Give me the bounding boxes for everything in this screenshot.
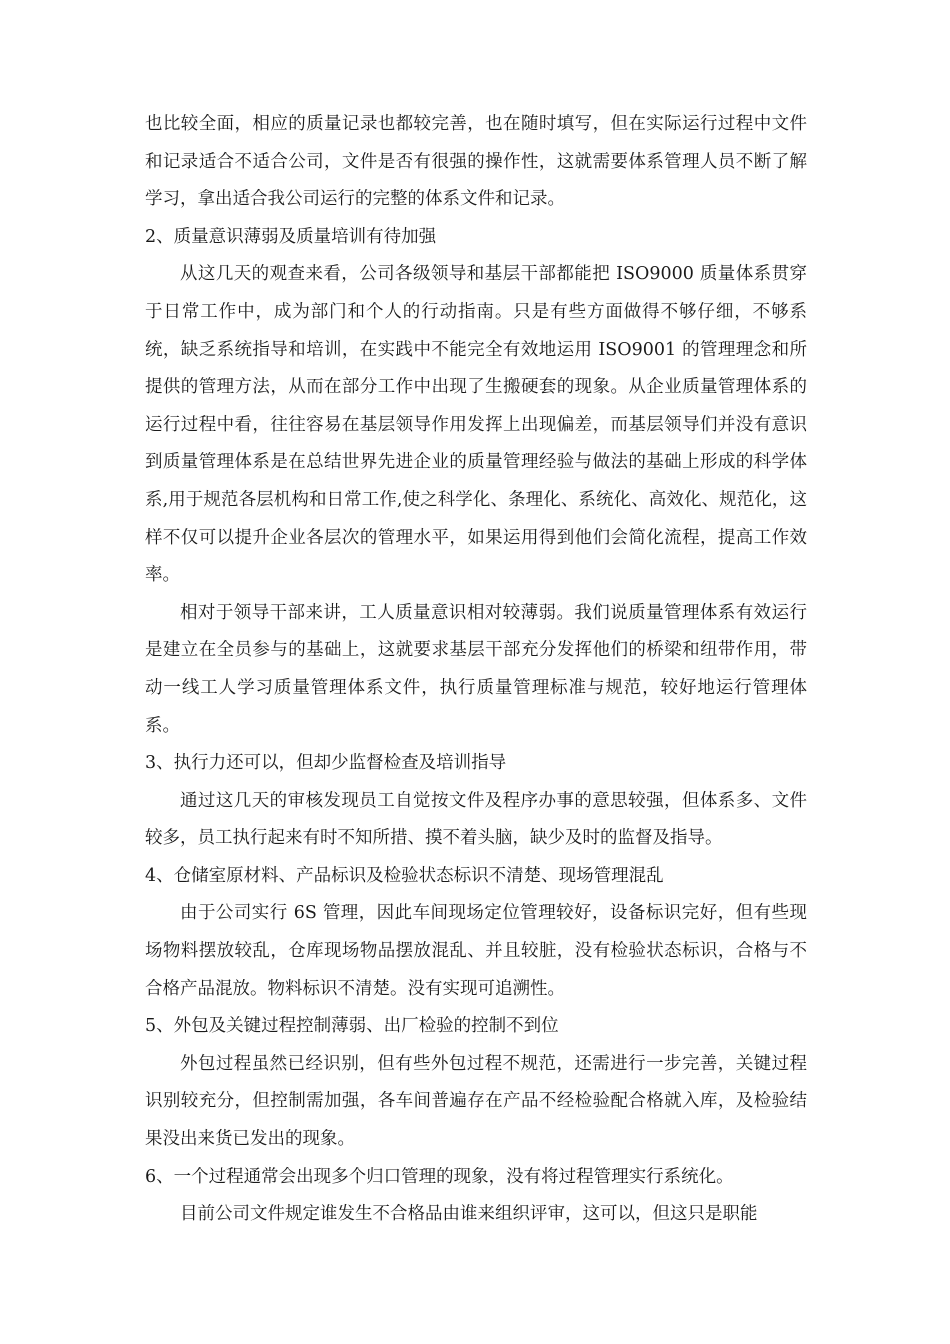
section-heading-6: 6、一个过程通常会出现多个归口管理的现象，没有将过程管理实行系统化。 <box>145 1166 734 1187</box>
section-heading-2: 2、质量意识薄弱及质量培训有待加强 <box>145 226 437 247</box>
paragraph-quality-awareness: 从这几天的观查来看，公司各级领导和基层干部都能把 ISO9000 质量体系贯穿于日常工作中，成为部门和个人的行动指南。只是有些方面做得不够仔细，不够系统，缺乏系统指导和培训，在实践中不能完全有效地运用 ISO9001 的管理理念和所提供的管理方法，从而在部分工作中出现了生搬硬套的现象。从企业质量管理体系的运行过程中看，往往容易在基层领导作用发挥上出现偏差，而基层领导们并没有意识到质量管理体系是在总结世界先进企业的质量管理经验与做法的基础上形成的科学体系,用于规范各层机构和日常工作,使之科学化、条理化、系统化、高效化、规范化，这样不仅可以提升企业各层次的管理水平，如果运用得到他们会简化流程，提高工作效率。 <box>145 264 807 586</box>
section-heading-4: 4、仓储室原材料、产品标识及检验状态标识不清楚、现场管理混乱 <box>145 865 664 886</box>
document-page <box>145 106 807 1234</box>
paragraph-nonconforming: 目前公司文件规定谁发生不合格品由谁来组织评审，这可以，但这只是职能 <box>180 1204 758 1225</box>
section-heading-5: 5、外包及关键过程控制薄弱、出厂检验的控制不到位 <box>145 1016 559 1037</box>
paragraph-execution: 通过这几天的审核发现员工自觉按文件及程序办事的意思较强，但体系多、文件较多，员工执行起来有时不知所措、摸不着头脑，缺少及时的监督及指导。 <box>145 790 807 849</box>
paragraph-worker-awareness: 相对于领导干部来讲，工人质量意识相对较薄弱。我们说质量管理体系有效运行是建立在全员参与的基础上，这就要求基层干部充分发挥他们的桥梁和纽带作用，带动一线工人学习质量管理体系文件，执行质量管理标准与规范，较好地运行管理体系。 <box>145 602 807 736</box>
paragraph-continuation: 也比较全面，相应的质量记录也都较完善，也在随时填写，但在实际运行过程中文件和记录适合不适合公司，文件是否有很强的操作性，这就需要体系管理人员不断了解学习，拿出适合我公司运行的完整的体系文件和记录。 <box>145 114 807 210</box>
section-heading-3: 3、执行力还可以，但却少监督检查及培训指导 <box>145 753 507 774</box>
paragraph-warehouse: 由于公司实行 6S 管理，因此车间现场定位管理较好，设备标识完好，但有些现场物料摆放较乱，仓库现场物品摆放混乱、并且较脏，没有检验状态标识，合格与不合格产品混放。物料标识不清楚。没有实现可追溯性。 <box>145 903 807 999</box>
paragraph-outsourcing: 外包过程虽然已经识别，但有些外包过程不规范，还需进行一步完善，关键过程识别较充分，但控制需加强，各车间普遍存在产品不经检验配合格就入库，及检验结果没出来货已发出的现象。 <box>145 1053 807 1150</box>
